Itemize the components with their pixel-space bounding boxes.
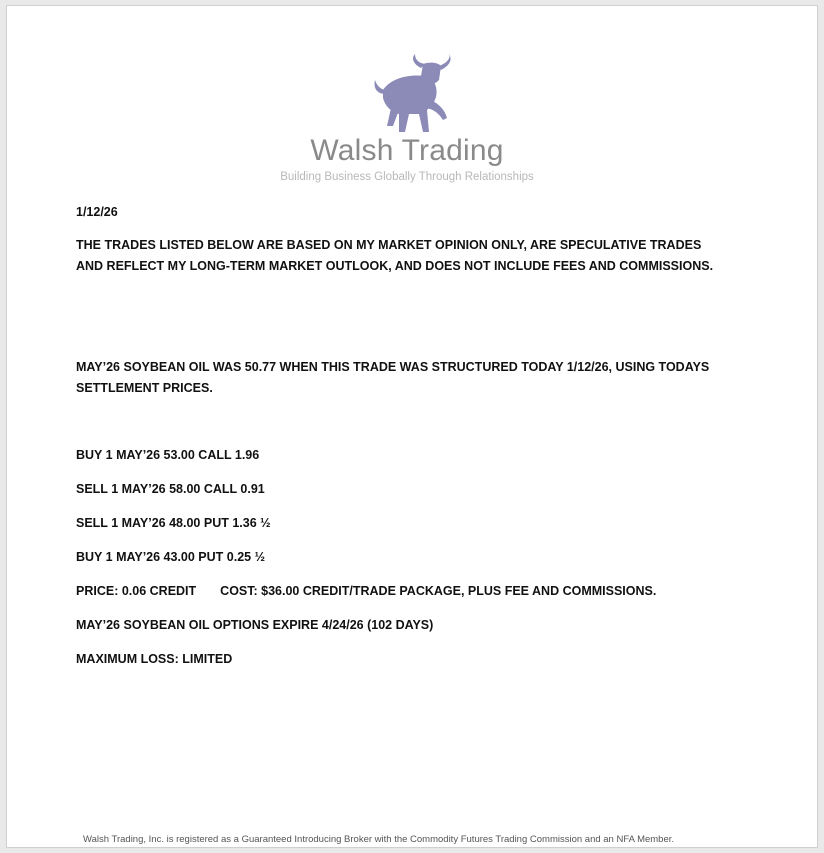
document-date: 1/12/26 (76, 205, 118, 219)
disclaimer: THE TRADES LISTED BELOW ARE BASED ON MY MARKET OPINION ONLY, ARE SPECULATIVE TRADES AND REFLECT MY LONG-TERM MARKET OUTLOOK, AND DOES NOT INCLUDE FEES AND COMMISSIONS. (76, 238, 714, 273)
company-logo (277, 54, 557, 194)
trade-leg: SELL 1 MAY’26 48.00 PUT 1.36 ½ (76, 516, 271, 530)
cost-text: COST: $36.00 CREDIT/TRADE PACKAGE, PLUS FEE AND COMMISSIONS. (220, 584, 657, 598)
footer-disclosure: Walsh Trading, Inc. is registered as a Guaranteed Introducing Broker with the Commodity Futures Trading Commission and an NFA Member. (83, 834, 675, 845)
price-line (76, 581, 736, 602)
brand-name: Walsh Trading (310, 134, 504, 167)
bull-icon (369, 54, 465, 134)
trade-leg: SELL 1 MAY’26 58.00 CALL 0.91 (76, 482, 265, 496)
max-loss-text: MAXIMUM LOSS: LIMITED (76, 652, 233, 666)
document-page (6, 5, 818, 848)
trade-intro: MAY’26 SOYBEAN OIL WAS 50.77 WHEN THIS TRADE WAS STRUCTURED TODAY 1/12/26, USING TODAYS SETTLEMENT PRICES. (76, 360, 710, 395)
trade-leg: BUY 1 MAY’26 43.00 PUT 0.25 ½ (76, 550, 265, 564)
price-text: PRICE: 0.06 CREDIT (76, 584, 197, 598)
brand-tagline: Building Business Globally Through Relationships (280, 171, 534, 183)
trade-leg: BUY 1 MAY’26 53.00 CALL 1.96 (76, 448, 260, 462)
expiry-text: MAY’26 SOYBEAN OIL OPTIONS EXPIRE 4/24/26 (102 DAYS) (76, 618, 434, 632)
